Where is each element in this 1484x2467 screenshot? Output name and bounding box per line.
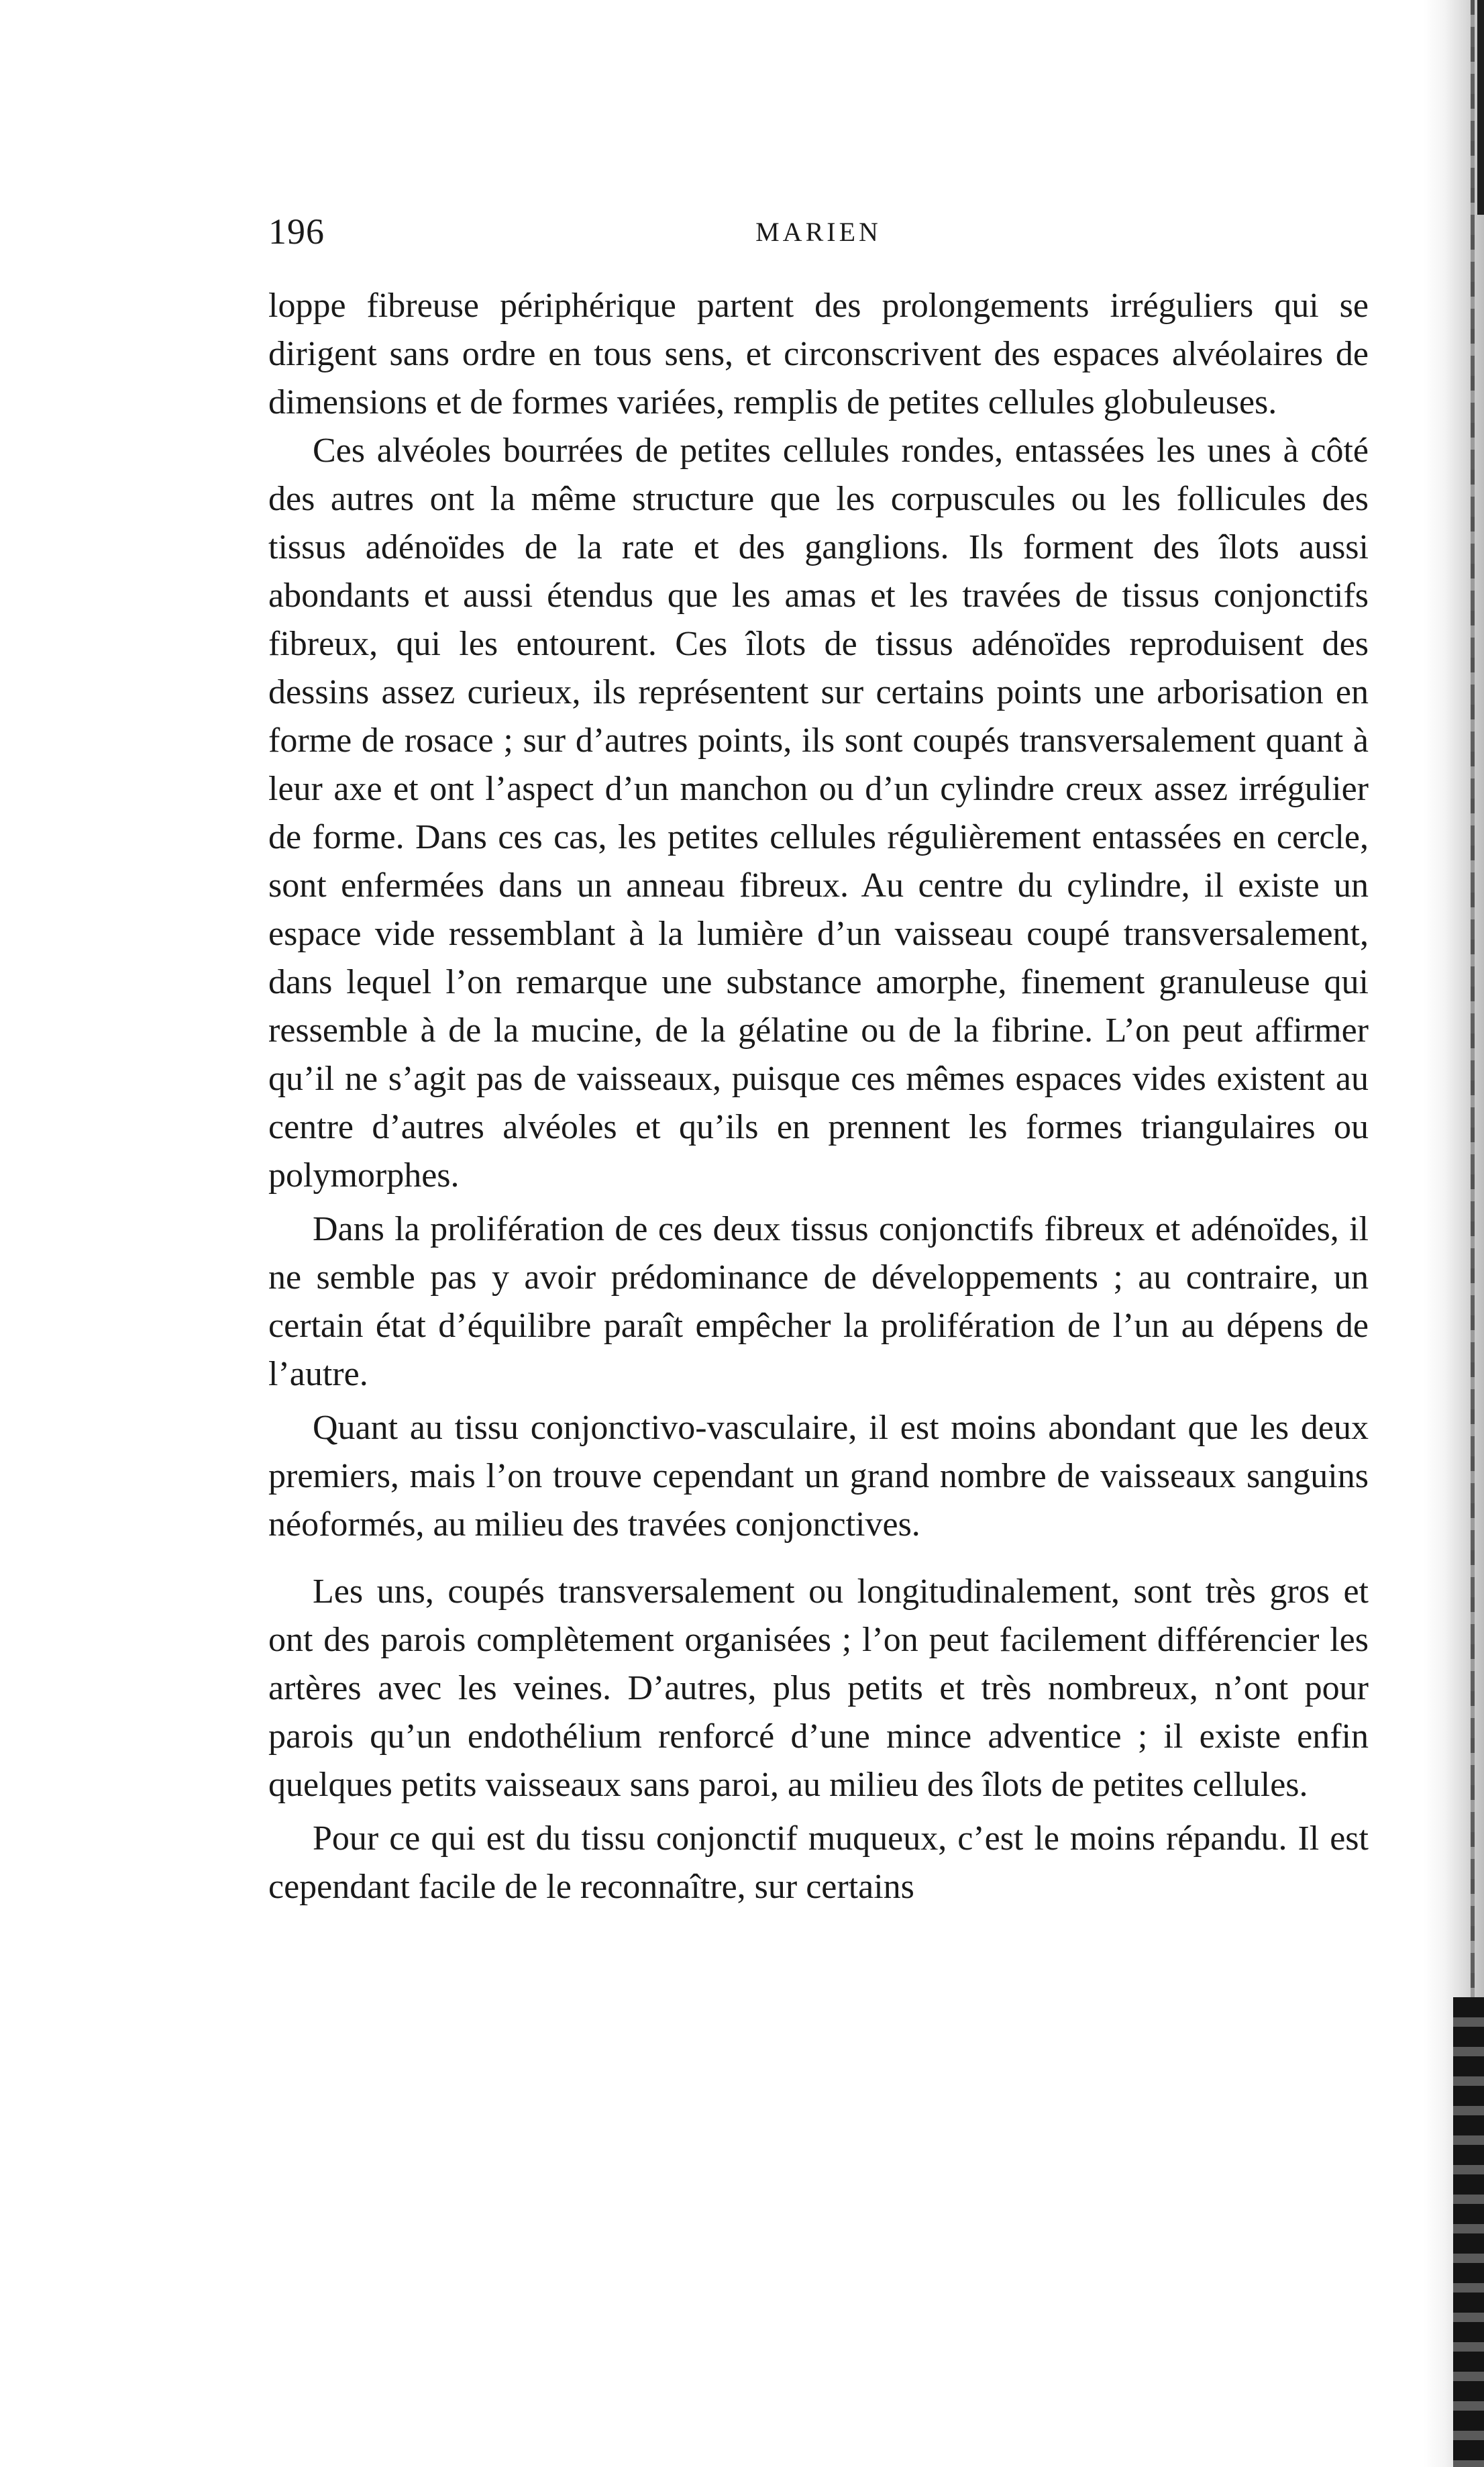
paragraph-proliferation: Dans la prolifération de ces deux tissus conjonctifs fibreux et adénoïdes, il ne semble pas y avoir prédominance de développements ; au contraire, un certain état d’équilibre paraît empêcher la prolifération de l’un au dépens de l’autre. xyxy=(268,1210,1369,1393)
paragraph-vaisseaux: Les uns, coupés transversalement ou longitudinalement, sont très gros et ont des parois complètement organisées ; l’on peut facilement différencier les artères avec les veines. D’autres, plus petits et très nombreux, n’ont pour parois qu’un endothélium renforcé d’une mince adventice ; il existe enfin quelques petits vaisseaux sans paroi, au milieu des îlots de petites cellules. xyxy=(268,1572,1369,1804)
scanned-binding-shadow xyxy=(1453,1997,1484,2467)
paragraph-continuation: loppe fibreuse périphérique partent des prolongements irréguliers qui se dirigent sans ordre en tous sens, et circonscrivent des espaces alvéolaires de dimensions et de formes variées, remplis de petites cellules globuleuses. xyxy=(268,287,1369,421)
paragraph-tissu-vasculaire: Quant au tissu conjonctivo-vasculaire, il est moins abondant que les deux premiers, mais l’on trouve cependant un grand nombre de vaisseaux sanguins néoformés, au milieu des travées conjonctives. xyxy=(268,1409,1369,1544)
body-text xyxy=(268,282,1369,1911)
paragraph-tissu-muqueux: Pour ce qui est du tissu conjonctif muqueux, c’est le moins répandu. Il est cependant facile de le reconnaître, sur certains xyxy=(268,1819,1369,1906)
paragraph-alveoles: Ces alvéoles bourrées de petites cellules rondes, entassées les unes à côté des autres ont la même structure que les corpuscules ou les follicules des tissus adénoïdes de la rate et des ganglions. Ils forment des îlots aussi abondants et aussi étendus que les amas et les travées de tissus conjonctifs fibreux, qui les entourent. Ces îlots de tissus adénoïdes reproduisent des dessins assez curieux, ils représentent sur certains points une arborisation en forme de rosace ; sur d’autres points, ils sont coupés transversalement quant à leur axe et ont l’aspect d’un manchon ou d’un cylindre creux assez irrégulier de forme. Dans ces cas, les petites cellules régulièrement entassées en cercle, sont enfermées dans un anneau fibreux. Au centre du cylindre, il existe un espace vide ressemblant à la lumière d’un vaisseau coupé transversalement, dans lequel l’on remarque une substance amorphe, finement granuleuse qui ressemble à de la mucine, de la gélatine ou de la fibrine. L’on peut affirmer qu’il ne s’agit pas de vaisseaux, puisque ces mêmes espaces vides existent au centre d’autres alvéoles et qu’ils en prennent les formes triangulaires ou polymorphes. xyxy=(268,432,1369,1195)
running-title: MARIEN xyxy=(755,217,882,247)
page-number: 196 xyxy=(268,211,325,252)
running-head xyxy=(268,208,1369,255)
